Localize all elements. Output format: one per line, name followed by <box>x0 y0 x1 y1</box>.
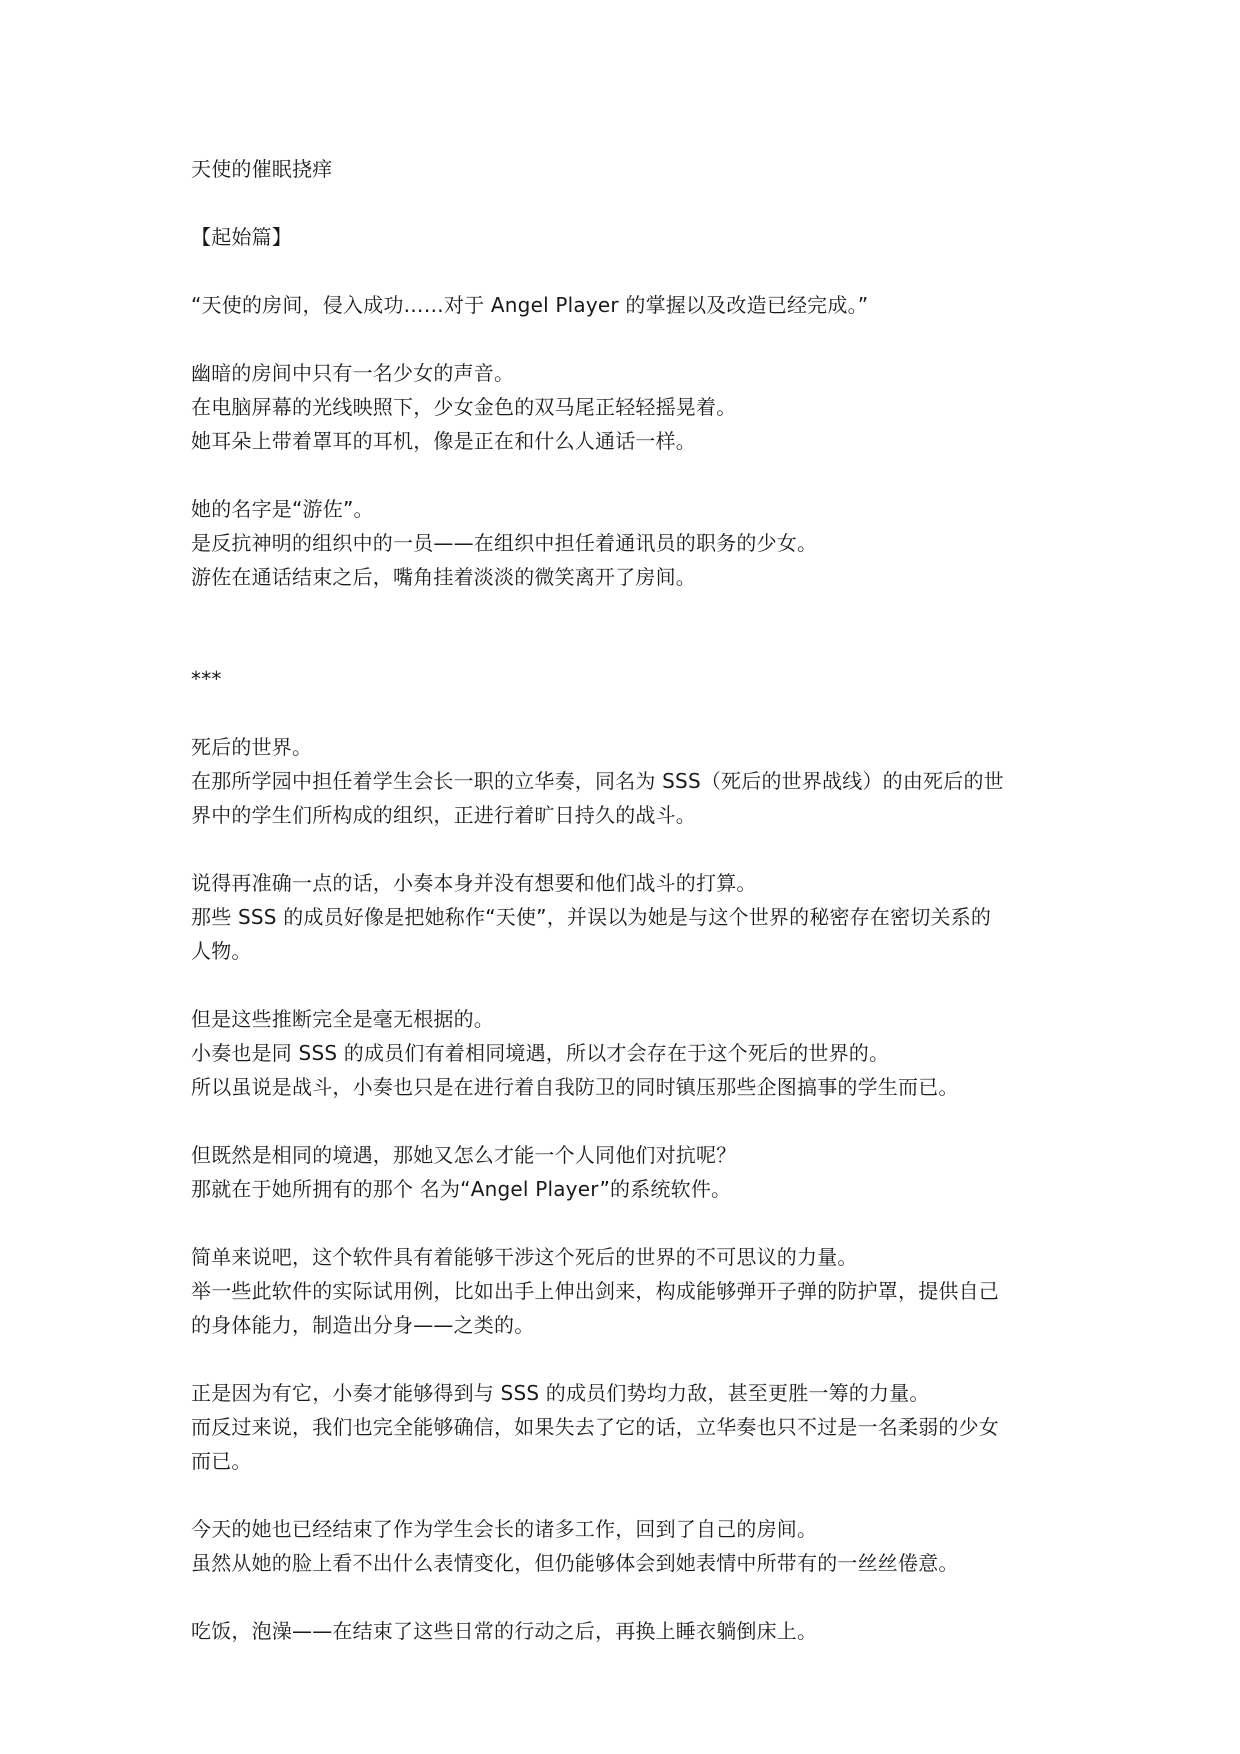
paragraph-line: 而反过来说，我们也完全能够确信，如果失去了它的话，立华奏也只不过是一名柔弱的少女 <box>191 1415 999 1439</box>
document-title: 天使的催眠挠痒 <box>191 157 333 181</box>
paragraph-line: 吃饭，泡澡——在结束了这些日常的行动之后，再换上睡衣躺倒床上。 <box>191 1619 818 1643</box>
paragraph-line: 在电脑屏幕的光线映照下，少女金色的双马尾正轻轻摇晃着。 <box>191 395 737 419</box>
paragraph-line: 而已。 <box>191 1449 252 1473</box>
paragraph-line: 她耳朵上带着罩耳的耳机，像是正在和什么人通话一样。 <box>191 429 696 453</box>
paragraph-line: 的身体能力，制造出分身——之类的。 <box>191 1313 535 1337</box>
blank-line <box>191 458 1071 492</box>
blank-line <box>191 696 1071 730</box>
paragraph-line: 她的名字是“游佐”。 <box>191 497 374 521</box>
blank-line <box>191 254 1071 288</box>
paragraph-line: 小奏也是同 SSS 的成员们有着相同境遇，所以才会存在于这个死后的世界的。 <box>191 1041 890 1065</box>
blank-line <box>191 1580 1071 1614</box>
document-body <box>191 152 1071 1648</box>
paragraph-line: 游佐在通话结束之后，嘴角挂着淡淡的微笑离开了房间。 <box>191 565 696 589</box>
paragraph-line: 简单来说吧，这个软件具有着能够干涉这个死后的世界的不可思议的力量。 <box>191 1245 858 1269</box>
chapter-heading: 【起始篇】 <box>191 225 292 249</box>
blank-line <box>191 968 1071 1002</box>
paragraph-line: 在那所学园中担任着学生会长一职的立华奏，同名为 SSS（死后的世界战线）的由死后的世 <box>191 769 1004 793</box>
paragraph-line: 举一些此软件的实际试用例，比如出手上伸出剑来，构成能够弹开子弹的防护罩，提供自己 <box>191 1279 999 1303</box>
paragraph-line: 死后的世界。 <box>191 735 313 759</box>
blank-line <box>191 1104 1071 1138</box>
paragraph-line: 今天的她也已经结束了作为学生会长的诸多工作，回到了自己的房间。 <box>191 1517 818 1541</box>
paragraph-line: 说得再准确一点的话，小奏本身并没有想要和他们战斗的打算。 <box>191 871 757 895</box>
paragraph-line: 那就在于她所拥有的那个 名为“Angel Player”的系统软件。 <box>191 1177 732 1201</box>
blank-line <box>191 322 1071 356</box>
paragraph-line: 虽然从她的脸上看不出什么表情变化，但仍能够体会到她表情中所带有的一丝丝倦意。 <box>191 1551 959 1575</box>
paragraph-line: 所以虽说是战斗，小奏也只是在进行着自我防卫的同时镇压那些企图搞事的学生而已。 <box>191 1075 959 1099</box>
paragraph-line: 是反抗神明的组织中的一员——在组织中担任着通讯员的职务的少女。 <box>191 531 818 555</box>
blank-line <box>191 1206 1071 1240</box>
section-separator: *** <box>191 667 222 691</box>
paragraph-line: 但既然是相同的境遇，那她又怎么才能一个人同他们对抗呢？ <box>191 1143 737 1167</box>
paragraph-line: 人物。 <box>191 939 252 963</box>
blank-line <box>191 1342 1071 1376</box>
paragraph-line: 界中的学生们所构成的组织，正进行着旷日持久的战斗。 <box>191 803 696 827</box>
paragraph-line: “天使的房间，侵入成功……对于 Angel Player 的掌握以及改造已经完成。” <box>191 293 869 317</box>
paragraph-line: 正是因为有它，小奏才能够得到与 SSS 的成员们势均力敌，甚至更胜一筹的力量。 <box>191 1381 930 1405</box>
blank-line <box>191 594 1071 662</box>
blank-line <box>191 1478 1071 1512</box>
blank-line <box>191 186 1071 220</box>
blank-line <box>191 832 1071 866</box>
paragraph-line: 幽暗的房间中只有一名少女的声音。 <box>191 361 515 385</box>
paragraph-line: 那些 SSS 的成员好像是把她称作“天使”，并误以为她是与这个世界的秘密存在密切关系的 <box>191 905 992 929</box>
paragraph-line: 但是这些推断完全是毫无根据的。 <box>191 1007 494 1031</box>
